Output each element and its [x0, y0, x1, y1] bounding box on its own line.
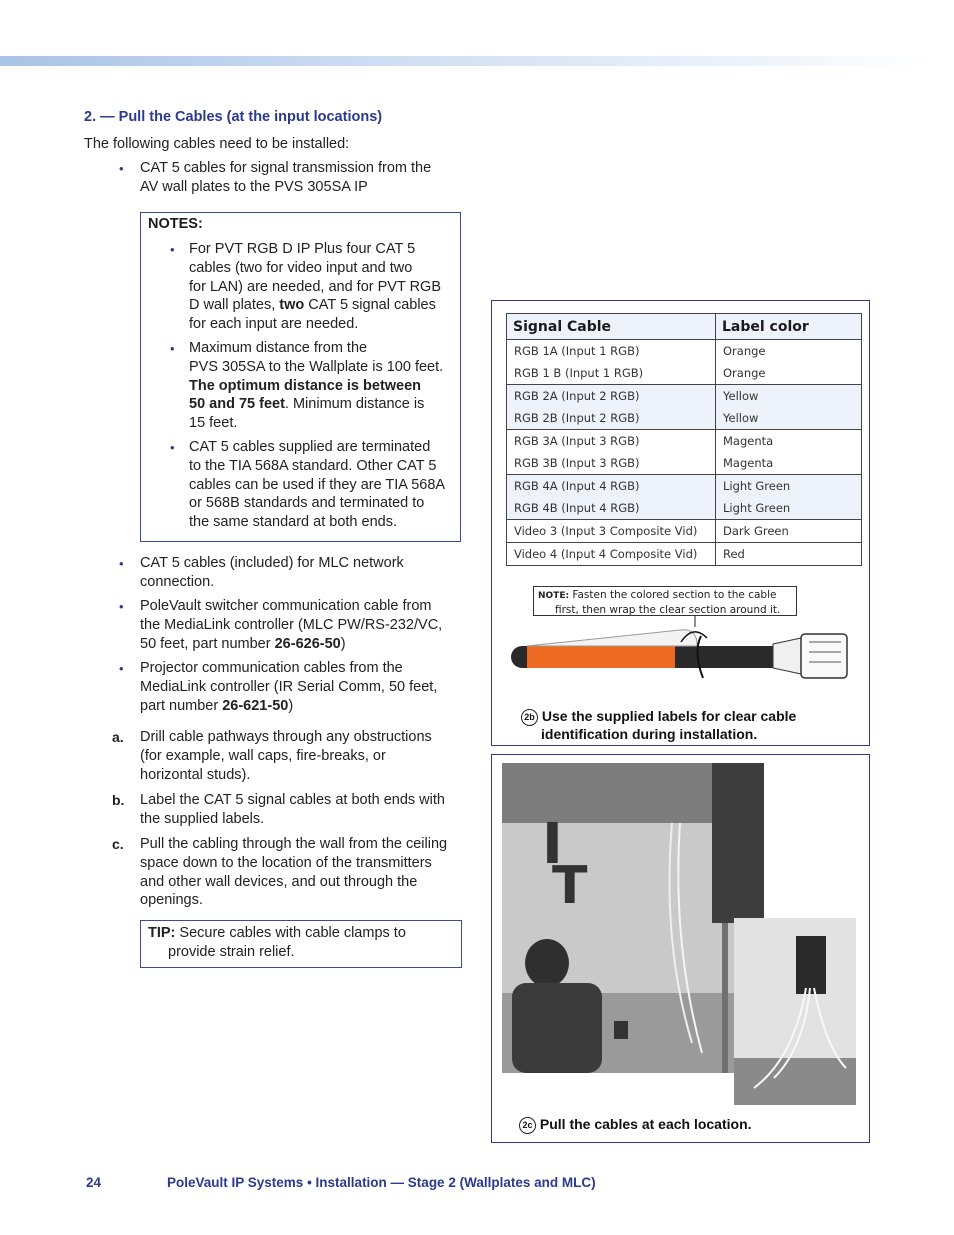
table-row: Video 3 (Input 3 Composite Vid) Dark Green [507, 520, 862, 543]
table-header-color: Label color [716, 314, 862, 340]
notes-title: NOTES: [148, 216, 203, 232]
intro-text: The following cables need to be installed: [84, 136, 350, 152]
step-badge-icon: 2c [519, 1117, 536, 1134]
step-c-letter: c. [112, 836, 124, 852]
table-row: RGB 2B (Input 2 RGB) Yellow [507, 407, 862, 430]
table-row: RGB 4B (Input 4 RGB) Light Green [507, 497, 862, 520]
bullet-cat5-signal: CAT 5 cables for signal transmission from the AV wall plates to the PVS 305SA IP [140, 160, 432, 195]
cable-note-label: NOTE: Fasten the colored section to the cable first, then wrap the clear section around it. [533, 586, 797, 616]
bullet-icon: • [119, 599, 124, 614]
page-number: 24 [86, 1175, 102, 1190]
section-heading: 2. — Pull the Cables (at the input locations) [84, 109, 383, 125]
boot [773, 638, 801, 674]
rj45-connector [801, 634, 847, 678]
table-row: RGB 1A (Input 1 RGB) Orange [507, 340, 862, 363]
step-b-text: Label the CAT 5 signal cables at both ends with the supplied labels. [140, 792, 445, 827]
installer-head [525, 939, 569, 987]
table-row: RGB 1 B (Input 1 RGB) Orange [507, 362, 862, 385]
photo-installers [502, 763, 764, 1073]
bullet-icon: • [170, 341, 175, 356]
step-a-letter: a. [112, 729, 124, 745]
svg-text:I: I [542, 812, 563, 877]
wall-opening [614, 1021, 628, 1039]
note-item-distance: Maximum distance from the PVS 305SA to the Wallplate is 100 feet. The optimum distance is between 50 and 75 feet. Minimum distance is 15 feet. [189, 340, 444, 432]
table-row: RGB 4A (Input 4 RGB) Light Green [507, 475, 862, 498]
tip-text: TIP: Secure cables with cable clamps to provide strain relief. [148, 925, 406, 960]
bullet-icon: • [119, 661, 124, 676]
table-header-signal: Signal Cable [507, 314, 716, 340]
footer-title: PoleVault IP Systems • Installation — Stage 2 (Wallplates and MLC) [167, 1175, 596, 1190]
bullet-icon: • [119, 161, 124, 176]
step-c-text: Pull the cabling through the wall from the ceiling space down to the location of the transmitters and other wall devices, and out through the openings. [140, 836, 448, 909]
bullet-mlc-network: CAT 5 cables (included) for MLC network connection. [140, 555, 404, 590]
table-row: RGB 2A (Input 2 RGB) Yellow [507, 385, 862, 408]
bullet-icon: • [170, 440, 175, 455]
step-b-letter: b. [112, 792, 125, 808]
orange-label-sleeve [527, 646, 675, 668]
ladder [722, 923, 728, 1073]
table-row: RGB 3B (Input 3 RGB) Magenta [507, 452, 862, 475]
table-row: RGB 3A (Input 3 RGB) Magenta [507, 430, 862, 453]
installer-body [512, 983, 602, 1073]
installer-on-ladder [712, 763, 764, 923]
cable-label-table [506, 313, 862, 566]
step-badge-icon: 2b [521, 709, 538, 726]
bullet-projector-cable: Projector communication cables from the MediaLink controller (IR Serial Comm, 50 feet, part number 26-621-50) [140, 660, 438, 714]
note-item-termination: CAT 5 cables supplied are terminated to the TIA 568A standard. Other CAT 5 cables can be used if they are TIA 568A or 568B standards and terminated to the same standard at both ends. [189, 439, 446, 531]
cable-illustration [505, 616, 855, 686]
wall-box [796, 936, 826, 994]
bullet-icon: • [170, 242, 175, 257]
clear-label-flap [527, 630, 697, 646]
figure-2c-caption: 2c Pull the cables at each location. [519, 1116, 752, 1134]
step-a-text: Drill cable pathways through any obstructions (for example, wall caps, fire-breaks, or horizontal studs). [140, 729, 432, 783]
figure-2b-caption: 2b Use the supplied labels for clear cable identification during installation. [521, 708, 796, 742]
svg-text:T: T [552, 856, 588, 916]
photo-wallplate [734, 918, 856, 1105]
table-row: Video 4 (Input 4 Composite Vid) Red [507, 543, 862, 566]
note-item-cables-needed: For PVT RGB D IP Plus four CAT 5 cables (two for video input and two for LAN) are needed, and for PVT RGB D wall plates, two CAT 5 signal cables for each input are needed. [189, 241, 442, 333]
bullet-icon: • [119, 556, 124, 571]
bullet-switcher-cable: PoleVault switcher communication cable from the MediaLink controller (MLC PW/RS-232/VC, 50 feet, part number 26-626-50) [140, 598, 443, 652]
header-gradient-bar [0, 56, 930, 66]
